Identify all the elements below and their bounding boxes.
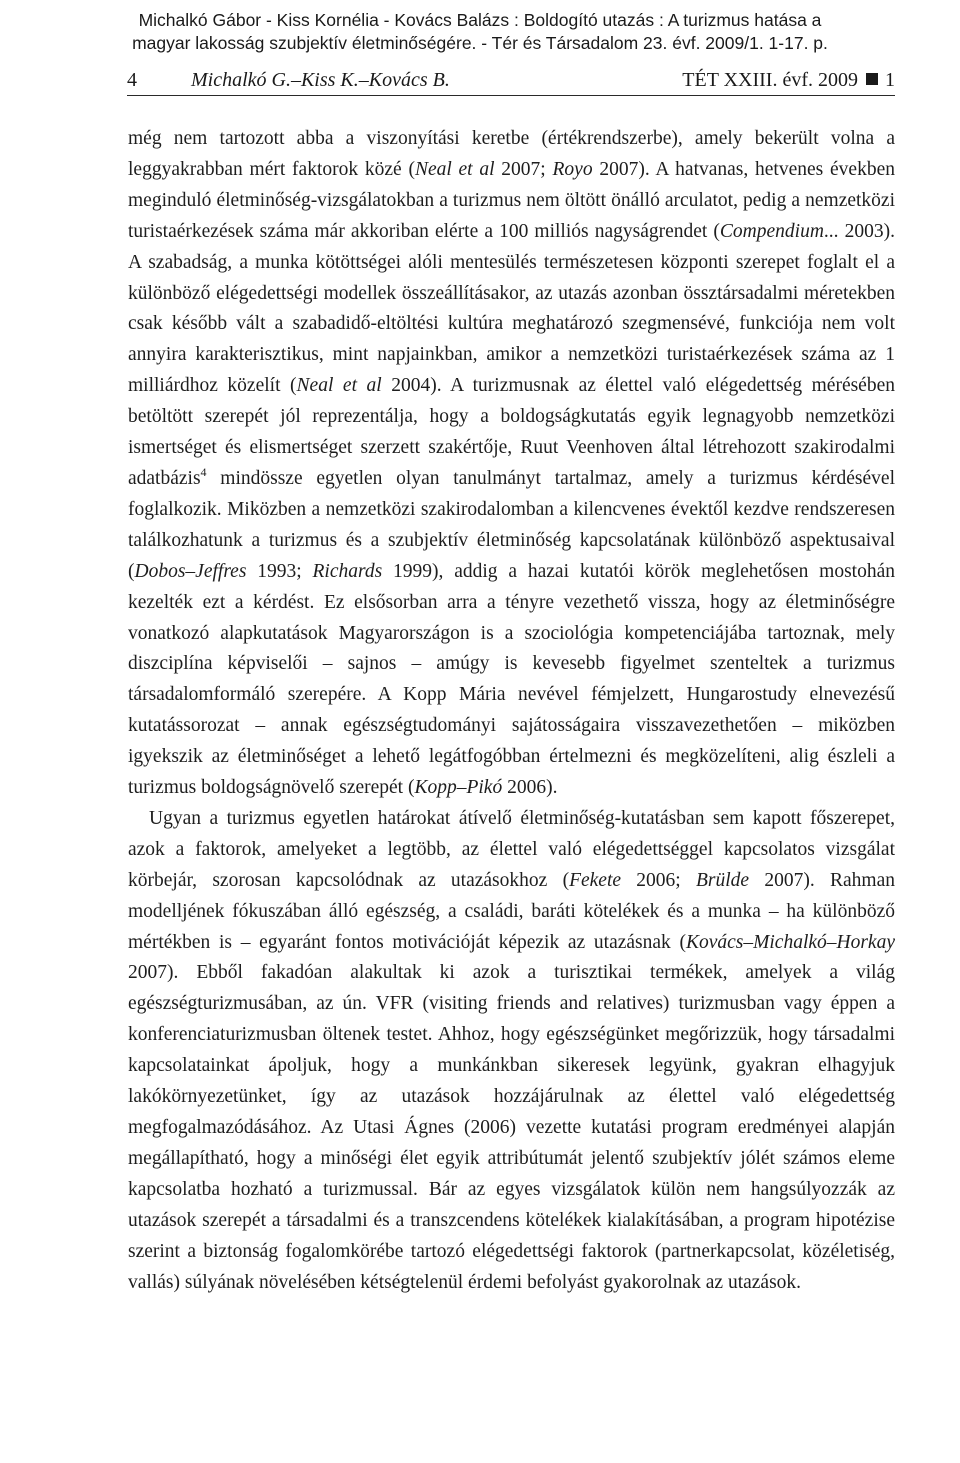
citation-author: Richards bbox=[312, 560, 383, 582]
text-run: ... 2003). A szabadság, a munka kötöttségei alóli mentesülés természetesen központi szerepet foglalt el a különböző elégedettségi modellek összeállításakor, az utazás azonban össztársadalmi méretekben csak később vált a szabadidő-eltöltési kultúra meghatározó szegmensévé, funkciója nem volt annyira karakterisztikus, mint napjainkban, amikor a nemzetközi turistaérkezések száma az 1 milliárdhoz közelít ( bbox=[128, 220, 895, 397]
text-run: 2004). A turizmusnak az élettel való elégedettség mérésében betöltött szerepét jól reprezentálja, hogy a boldogságkutatás egyik legnagyobb nemzetközi ismertséget és elismertséget szerzett szakértője, Ruut Veenhoven által létrehozott szakirodalmi adatbázis bbox=[128, 375, 895, 489]
citation-author: Kopp–Pikó bbox=[414, 777, 503, 799]
citation-author: Neal et al bbox=[414, 158, 495, 180]
journal-info bbox=[682, 66, 895, 94]
journal-volume: TÉT XXIII. évf. 2009 bbox=[682, 69, 858, 91]
text-run: 1999), addig a hazai kutatói körök meglehetősen mostohán kezelték ezt a kérdést. Ez elsősorban arra a tényre vezethető vissza, hogy az életminőségre vonatkozó alapkutatások Magyarországon is a szociológia kompetenciájába tartoznak, mely diszciplína képviselői – sajnos – amúgy is kevesebb figyelmet szenteltek a turizmus társadalomformáló szerepére. A Kopp Mária nevével fémjelzett, Hungarostudy elnevezésű kutatássorozat – annak egészségtudományi sajátosságaira visszavezethetően – miközben igyekszik az életminőséget a lehető legátfogóbban értelmezni és megközelíteni, alig észleli a turizmus boldogságnövelő szerepét ( bbox=[128, 560, 895, 799]
text-run: 1993; bbox=[246, 560, 313, 582]
paragraph-1 bbox=[128, 124, 895, 804]
citation-author: Brülde bbox=[696, 869, 750, 891]
header-rule bbox=[127, 95, 895, 96]
issue-number: 1 bbox=[885, 69, 895, 91]
text-run: 2006). bbox=[502, 777, 558, 799]
text-run: Ugyan a turizmus egyetlen határokat átívelő életminőség-kutatásban sem kapott főszerepet, azok a faktorok, amelyeket a legtöbb, az élettel való elégedettséggel kapcsolatos vizsgálat körbejár, szorosan kapcsolódnak az utazásokhoz ( bbox=[128, 807, 895, 891]
citation-author: Neal et al bbox=[296, 375, 382, 397]
text-run: 2007). A hatvanas, hetvenes években meginduló életminőség-vizsgálatokban a turizmus nem öltött önálló arculatot, pedig a nemzetközi turistaérkezések száma már akkoriban elérte a 100 milliós nagyságrendet ( bbox=[128, 158, 895, 242]
text-run: mindössze egyetlen olyan tanulmányt tartalmaz, amely a turizmus kérdésével foglalkozik. Miközben a nemzetközi szakirodalomban a kilencvenes évektől kezdve rendszeresen találkozhatunk a turizmus és a szubjektív életminőség kapcsolatának különböző aspektusaival ( bbox=[128, 467, 895, 582]
citation-line-1: Michalkó Gábor - Kiss Kornélia - Kovács Balázs : Boldogító utazás : A turizmus hatása a bbox=[138, 10, 822, 30]
footnote-marker: 4 bbox=[200, 464, 207, 479]
text-run: még nem tartozott abba a viszonyítási keretbe (értékrendszerbe), amely bekerült volna a leggyakrabban mért faktorok közé ( bbox=[128, 128, 895, 180]
paragraph-2 bbox=[128, 804, 895, 1299]
page-number: 4 bbox=[127, 69, 137, 91]
text-run: 2007). Rahman modelljének fókuszában álló egészség, a családi, baráti kötelékek és a munka – ha különböző mértékben is – egyaránt fontos motivációját képezik az utazásnak ( bbox=[128, 869, 895, 953]
citation-author: Compendium bbox=[719, 220, 824, 242]
citation-author: Dobos–Jeffres bbox=[134, 560, 247, 582]
citation-line-2: magyar lakosság szubjektív életminőségére. - Tér és Társadalom 23. évf. 2009/1. 1-17. p. bbox=[132, 33, 828, 53]
citation-author: Kovács–Michalkó–Horkay bbox=[685, 931, 895, 953]
running-header bbox=[127, 66, 895, 96]
running-authors: Michalkó G.–Kiss K.–Kovács B. bbox=[191, 69, 450, 91]
text-run: 2007; bbox=[494, 158, 553, 180]
citation-author: Royo bbox=[552, 158, 593, 180]
article-body bbox=[128, 124, 895, 1298]
citation-author: Fekete bbox=[569, 869, 622, 891]
text-run: 2006; bbox=[621, 869, 697, 891]
issue-square-icon bbox=[866, 73, 878, 85]
text-run: 2007). Ebből fakadóan alakultak ki azok a turisztikai termékek, amelyek a világ egészségturizmusában, az ún. VFR (visiting friends and relatives) turizmusban vagy éppen a konferenciaturizmusban öltenek testet. Ahhoz, hogy egészségünket megőrizzük, hogy társadalmi kapcsolatainkat ápoljuk, hogy a munkánkban sikeresek legyünk, gyakran elhagyjuk lakókörnyezetünket, így az utazások hozzájárulnak az élettel való elégedettség megfogalmazódásához. Az Utasi Ágnes (2006) vezette kutatási program eredményei alapján megállapítható, hogy a minőségi élet egyik attribútumát jelentő szubjektív jólét számos eleme kapcsolatba hozható a turizmussal. Bár az egyes vizsgálatok külön nem hangsúlyozzák az utazások szerepét a társadalmi és a transzcendens kötelékek kialakításában, a program hipotézise szerint a biztonság fogalomkörébe tartozó elégedettségi faktorok (partnerkapcsolat, közéletiség, vallás) súlyának növelésében kétségtelenül érdemi befolyást gyakorolnak az utazások. bbox=[128, 962, 895, 1293]
